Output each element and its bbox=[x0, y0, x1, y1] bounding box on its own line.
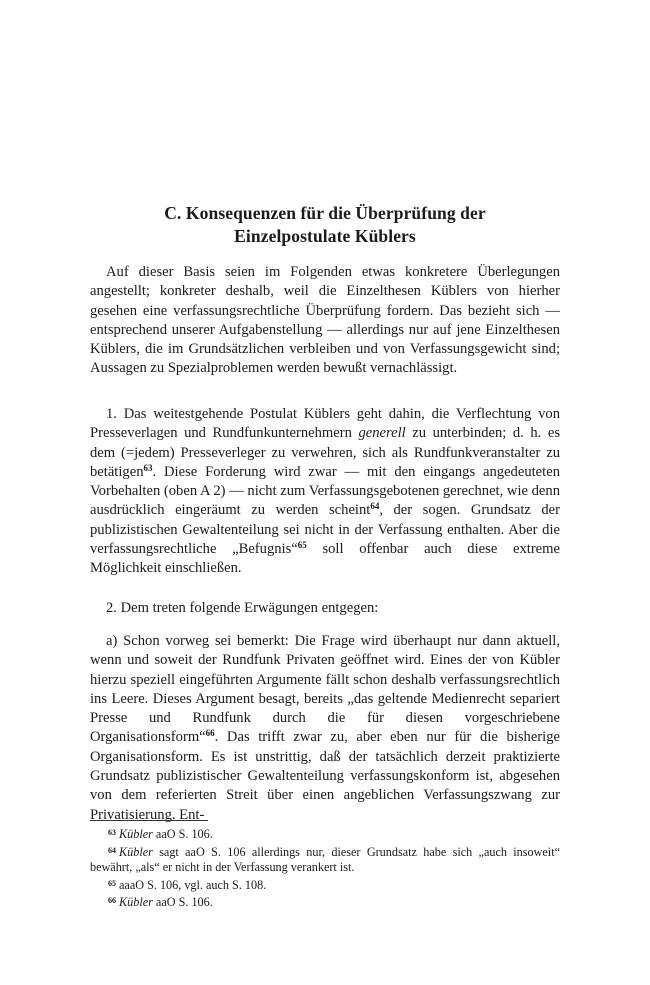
paragraph-3-text-a: a) Schon vorweg sei bemerkt: Die Frage wird überhaupt nur dann aktuell, wenn und soweit der Rundfunk Privaten geöffnet wird. Eines der von Kübler hierzu speziell eingeführten Argumente fällt schon deshalb verfassungsrechtlich ins Leere. Dieses Argument besagt, bereits „das geltende Medienrecht separiert Presse und Rundfunk durch die für diesen vorgeschriebene Organisationsform“ bbox=[90, 633, 560, 746]
paragraph-1-text-c: . Diese Forderung wird zwar — mit den eingangs angedeuteten Vorbehalten (oben A 2) — nicht zum Verfassungsgebotenen gerechnet, wie denn ausdrücklich eingeräumt zu werden scheint bbox=[90, 463, 560, 519]
footnote-mark: 64 bbox=[108, 845, 116, 855]
footnote-text: aaaO S. 106, vgl. auch S. 108. bbox=[119, 877, 267, 892]
paragraph-3-block bbox=[90, 632, 560, 825]
footnote-text: sagt aaO S. 106 allerdings nur, dieser Grundsatz habe sich „auch insoweit“ bewährt, „als“ er nicht in der Verfassung verankert ist. bbox=[90, 844, 560, 875]
footnote-ref-63[interactable]: 63 bbox=[143, 462, 153, 473]
footnote-text: aaO S. 106. bbox=[152, 827, 213, 841]
footnote-ref-66[interactable]: 66 bbox=[205, 728, 215, 739]
footnote-text: aaO S. 106. bbox=[152, 895, 213, 910]
footnote-mark: 63 bbox=[108, 828, 116, 837]
paragraph-2: 2. Dem treten folgende Erwägungen entgegen: bbox=[106, 600, 379, 616]
heading-line-1: C. Konsequenzen für die Überprüfung der bbox=[164, 203, 486, 223]
paragraph-1-block bbox=[90, 405, 560, 579]
paragraph-3-text-b: . Das trifft zwar zu, aber eben nur für die bisherige Organisationsform. Es ist unstrittig, daß der tatsächlich derzeit praktizierte Grundsatz publizistischer Gewaltenteilung verfassungskonform ist, abgesehen von dem referierten Streit über einen angeblichen Verfassungszwang zur Privatisierung. Ent- bbox=[90, 729, 560, 823]
footnote-author: Kübler bbox=[119, 844, 153, 859]
emphasis-generell: generell bbox=[358, 425, 406, 442]
footnote-ref-64[interactable]: 64 bbox=[370, 501, 380, 512]
footnote-64 bbox=[90, 843, 560, 876]
footnote-mark: 66 bbox=[108, 896, 116, 906]
footnote-author: Kübler bbox=[119, 895, 153, 910]
paragraph-1-text-e: soll offenbar auch diese extreme Möglichkeit einschließen. bbox=[90, 541, 560, 577]
heading-line-2: Einzelpostulate Küblers bbox=[234, 226, 416, 246]
footnote-66 bbox=[90, 893, 560, 911]
paragraph-1-text-a: 1. Das weitestgehende Postulat Küblers geht dahin, die Verflechtung von Presseverlagen und Rundfunkunternehmern bbox=[90, 406, 560, 442]
footnote-65 bbox=[90, 876, 560, 894]
footnote-ref-65[interactable]: 65 bbox=[297, 540, 307, 551]
footnote-author: Kübler bbox=[119, 827, 153, 841]
paragraph-1-text-d: , der sogen. Grundsatz der publizistischen Gewaltenteilung sei nicht in der Verfassung enthalten. Aber die verfassungsrechtliche „Befugnis“ bbox=[90, 502, 560, 558]
footnote-63 bbox=[90, 825, 560, 843]
footnote-mark: 65 bbox=[108, 878, 116, 888]
footnote-separator bbox=[90, 820, 208, 821]
footnotes bbox=[90, 825, 560, 911]
intro-paragraph: Auf dieser Basis seien im Folgenden etwas konkretere Überlegungen angestellt; konkreter deshalb, weil die Einzelthesen Küblers von hierher gesehen eine verfassungsrechtliche Überprüfung fordern. Das bezieht sich — entsprechend unserer Aufgabenstellung — allerdings nur auf jene Einzelthesen Küblers, die im Grundsätzlichen verbleiben und von Verfassungsgewicht sind; Aussagen zu Spezialproblemen werden bewußt vernachlässigt. bbox=[90, 264, 560, 377]
paragraph-1-text-b: zu unterbinden; d. h. es dem (=jedem) Presseverleger zu verwehren, sich als Rundfunkveranstalter zu betätigen bbox=[90, 425, 561, 480]
intro-paragraph-block bbox=[90, 263, 560, 379]
paragraph-2-block bbox=[90, 599, 560, 618]
section-heading bbox=[90, 202, 560, 248]
paragraph-1 bbox=[90, 405, 560, 579]
paragraph-3 bbox=[90, 632, 560, 825]
